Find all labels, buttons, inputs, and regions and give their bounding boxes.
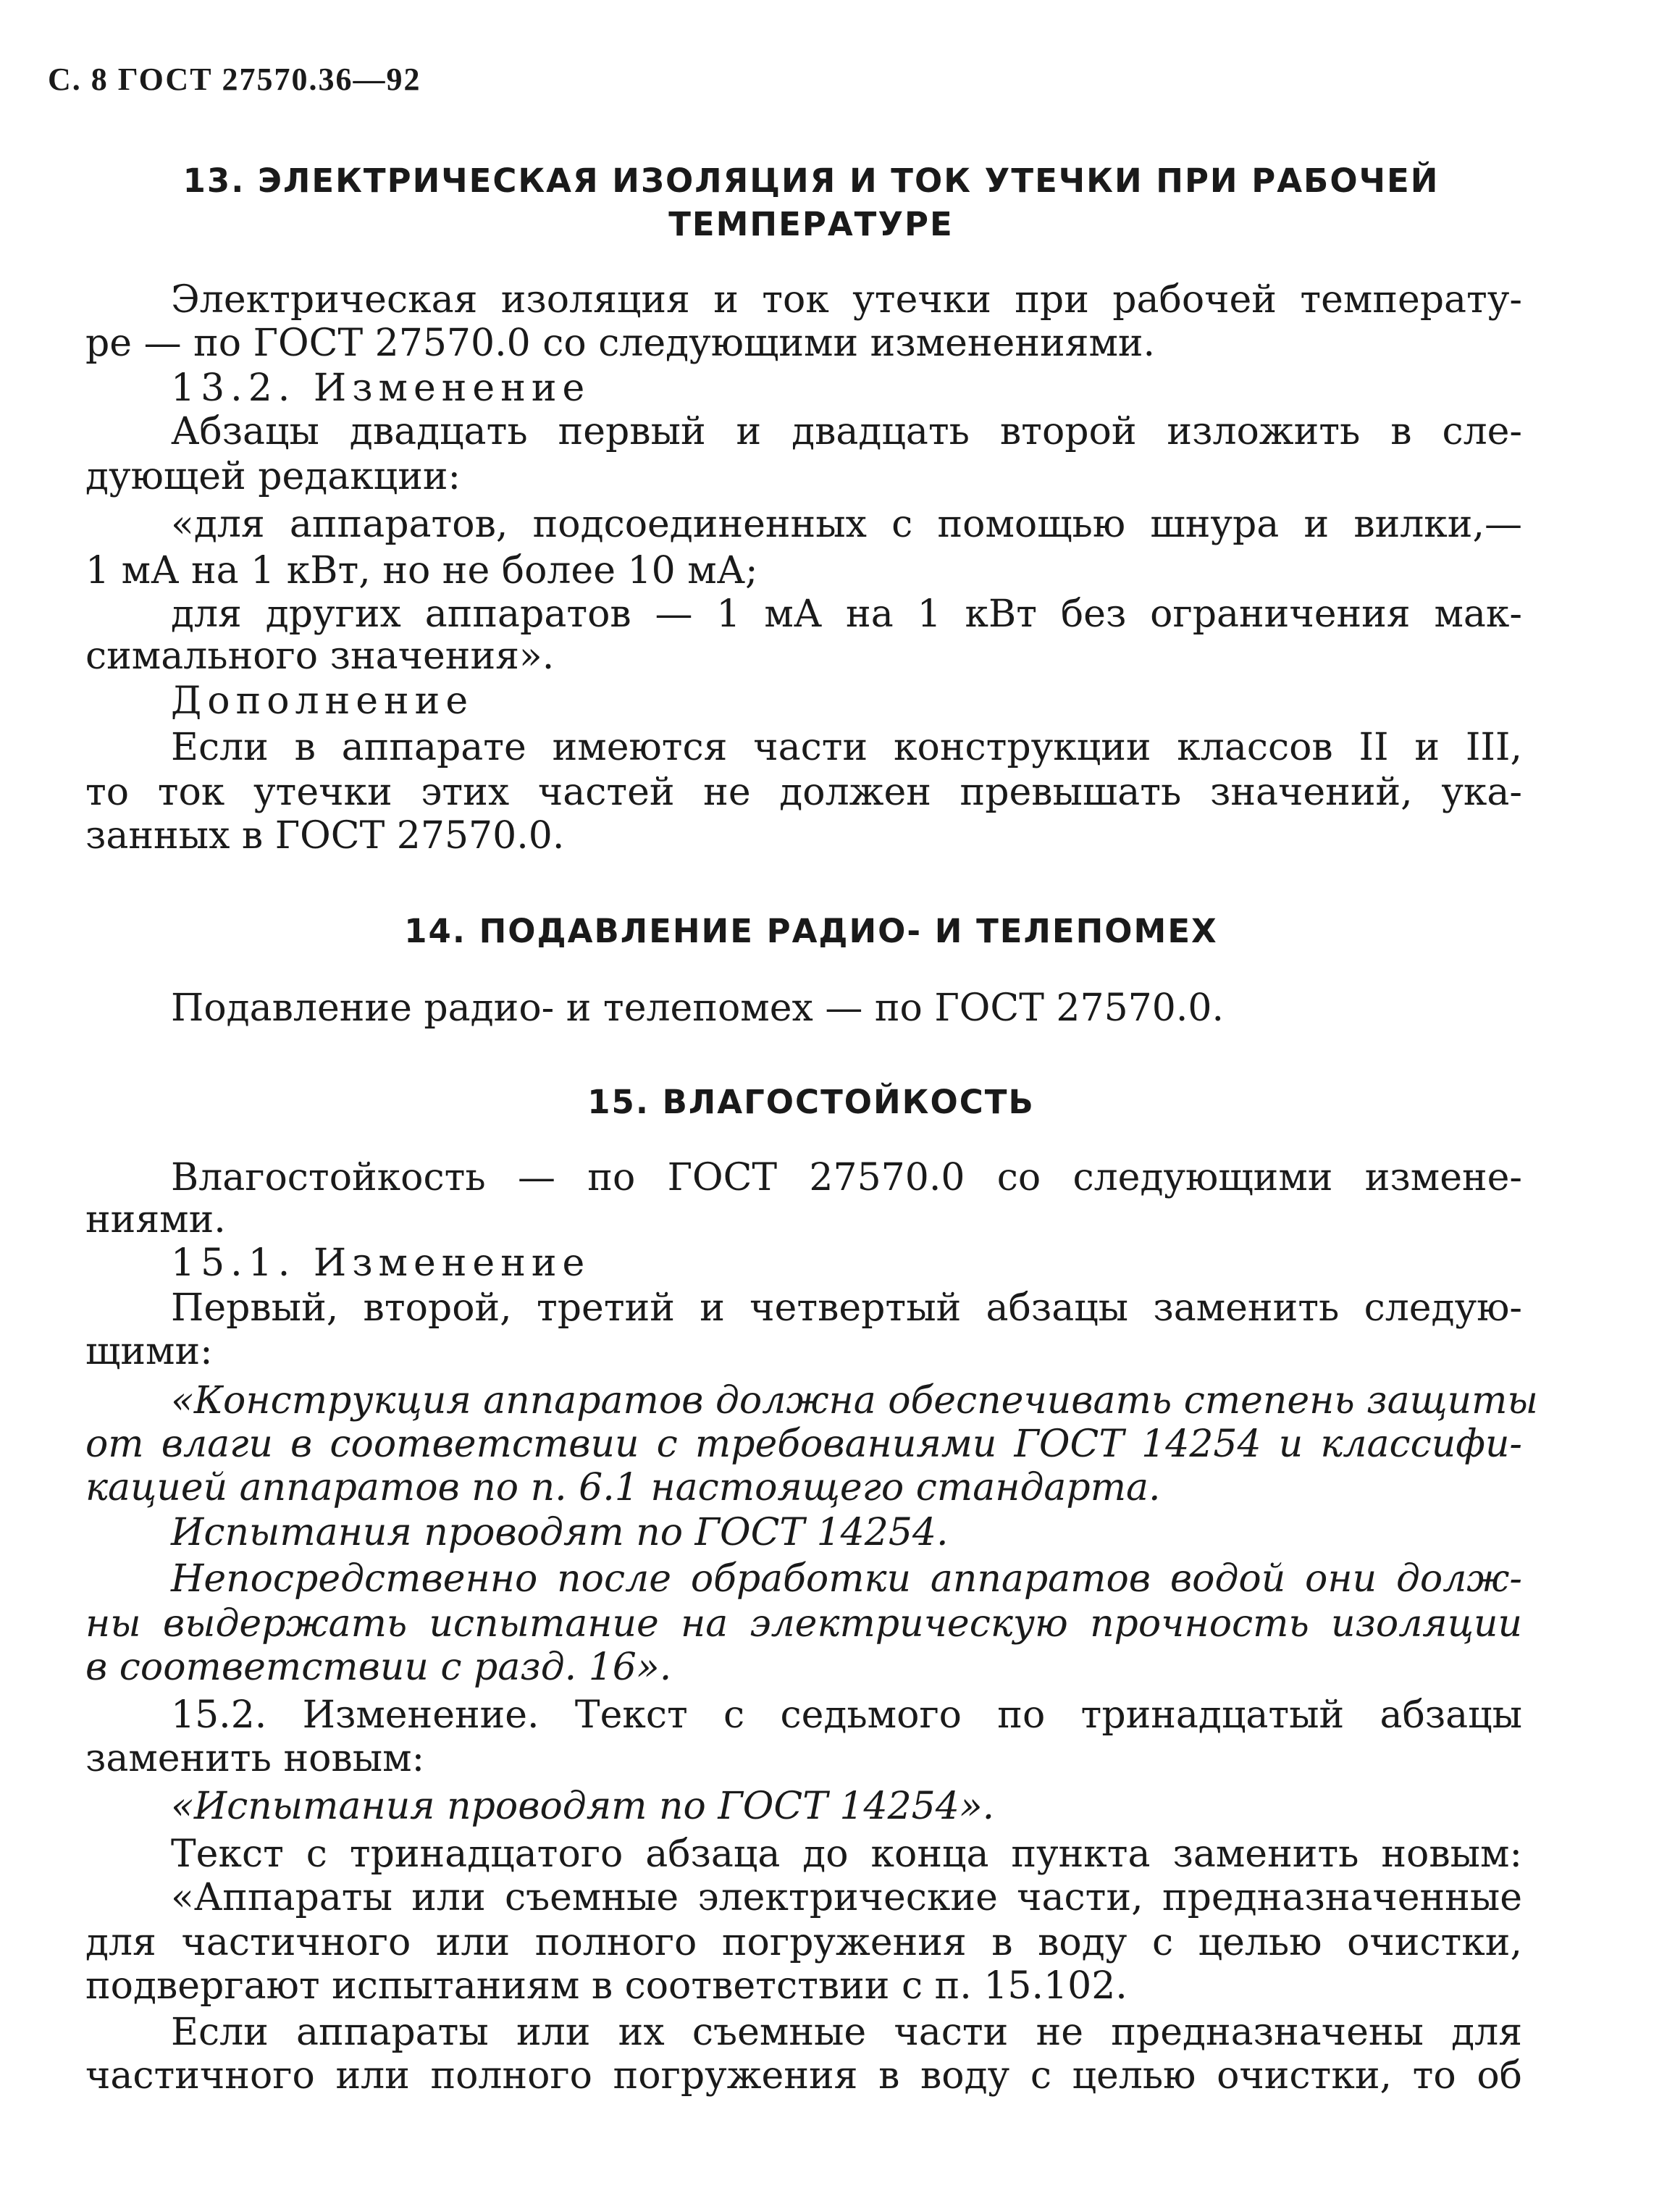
paragraph-line: Абзацы двадцать первый и двадцать второй изложить в сле- (171, 410, 1522, 453)
paragraph-line: Первый, второй, третий и четвертый абзацы заменить следую- (171, 1286, 1522, 1330)
paragraph-line: Если в аппарате имеются части конструкции классов II и III, (171, 726, 1522, 769)
section-13-title-line2: ТЕМПЕРАТУРЕ (668, 205, 954, 243)
section-13-title-line1: 13. ЭЛЕКТРИЧЕСКАЯ ИЗОЛЯЦИЯ И ТОК УТЕЧКИ ПРИ РАБОЧЕЙ (182, 162, 1440, 200)
paragraph-line: Влагостойкость — по ГОСТ 27570.0 со следующими измене- (171, 1156, 1522, 1199)
page-header: С. 8 ГОСТ 27570.36—92 (48, 62, 421, 97)
paragraph-line: ниями. (85, 1198, 226, 1241)
quoted-line: ны выдержать испытание на электрическую прочность изоляции (85, 1602, 1522, 1646)
subsection-heading-15-1: 15.1. Изменение (171, 1241, 591, 1285)
paragraph-line: занных в ГОСТ 27570.0. (85, 814, 565, 858)
quoted-line: от влаги в соответствии с требованиями ГОСТ 14254 и классифи- (85, 1423, 1522, 1466)
paragraph-line: Подавление радио- и телепомех — по ГОСТ 27570.0. (171, 986, 1224, 1030)
subsection-heading-15-2: 15.2. Изменение. Текст с седьмого по тринадцатый абзацы (171, 1693, 1522, 1737)
paragraph-line: заменить новым: (85, 1737, 425, 1780)
section-15-title: 15. ВЛАГОСТОЙКОСТЬ (587, 1083, 1035, 1121)
paragraph-line: щими: (85, 1330, 213, 1373)
paragraph-line: симального значения». (85, 634, 555, 678)
quoted-line: кацией аппаратов по п. 6.1 настоящего стандарта. (85, 1466, 1161, 1509)
paragraph-line: для частичного или полного погружения в воду с целью очистки, (85, 1921, 1522, 1964)
quoted-line: «Испытания проводят по ГОСТ 14254». (171, 1785, 995, 1828)
quoted-line: в соответствии с разд. 16». (85, 1646, 672, 1689)
paragraph-line: «Аппараты или съемные электрические части, предназначенные (171, 1876, 1522, 1919)
paragraph-line: «для аппаратов, подсоединенных с помощью шнура и вилки,— (171, 503, 1522, 546)
quoted-line: «Конструкция аппаратов должна обеспечивать степень защиты (171, 1379, 1538, 1423)
paragraph-line: то ток утечки этих частей не должен превышать значений, ука- (85, 771, 1522, 814)
paragraph-line: Электрическая изоляция и ток утечки при рабочей температу- (171, 278, 1522, 322)
paragraph-line: частичного или полного погружения в воду с целью очистки, то об (85, 2054, 1522, 2098)
paragraph-line: ре — по ГОСТ 27570.0 со следующими изменениями. (85, 322, 1156, 365)
paragraph-line: 1 мА на 1 кВт, но не более 10 мА; (85, 549, 758, 592)
paragraph-line: Если аппараты или их съемные части не предназначены для (171, 2011, 1522, 2054)
quoted-line: Испытания проводят по ГОСТ 14254. (171, 1511, 949, 1554)
subsection-heading-13-2: 13.2. Изменение (171, 366, 591, 410)
paragraph-line: Текст с тринадцатого абзаца до конца пункта заменить новым: (171, 1832, 1522, 1876)
paragraph-line: дующей редакции: (85, 455, 461, 498)
paragraph-line: для других аппаратов — 1 мА на 1 кВт без ограничения мак- (171, 592, 1522, 636)
section-14-title: 14. ПОДАВЛЕНИЕ РАДИО- И ТЕЛЕПОМЕХ (404, 912, 1218, 950)
quoted-line: Непосредственно после обработки аппаратов водой они долж- (171, 1557, 1522, 1601)
subsection-heading-addition: Дополнение (171, 679, 474, 723)
paragraph-line: подвергают испытаниям в соответствии с п. 15.102. (85, 1964, 1128, 2008)
